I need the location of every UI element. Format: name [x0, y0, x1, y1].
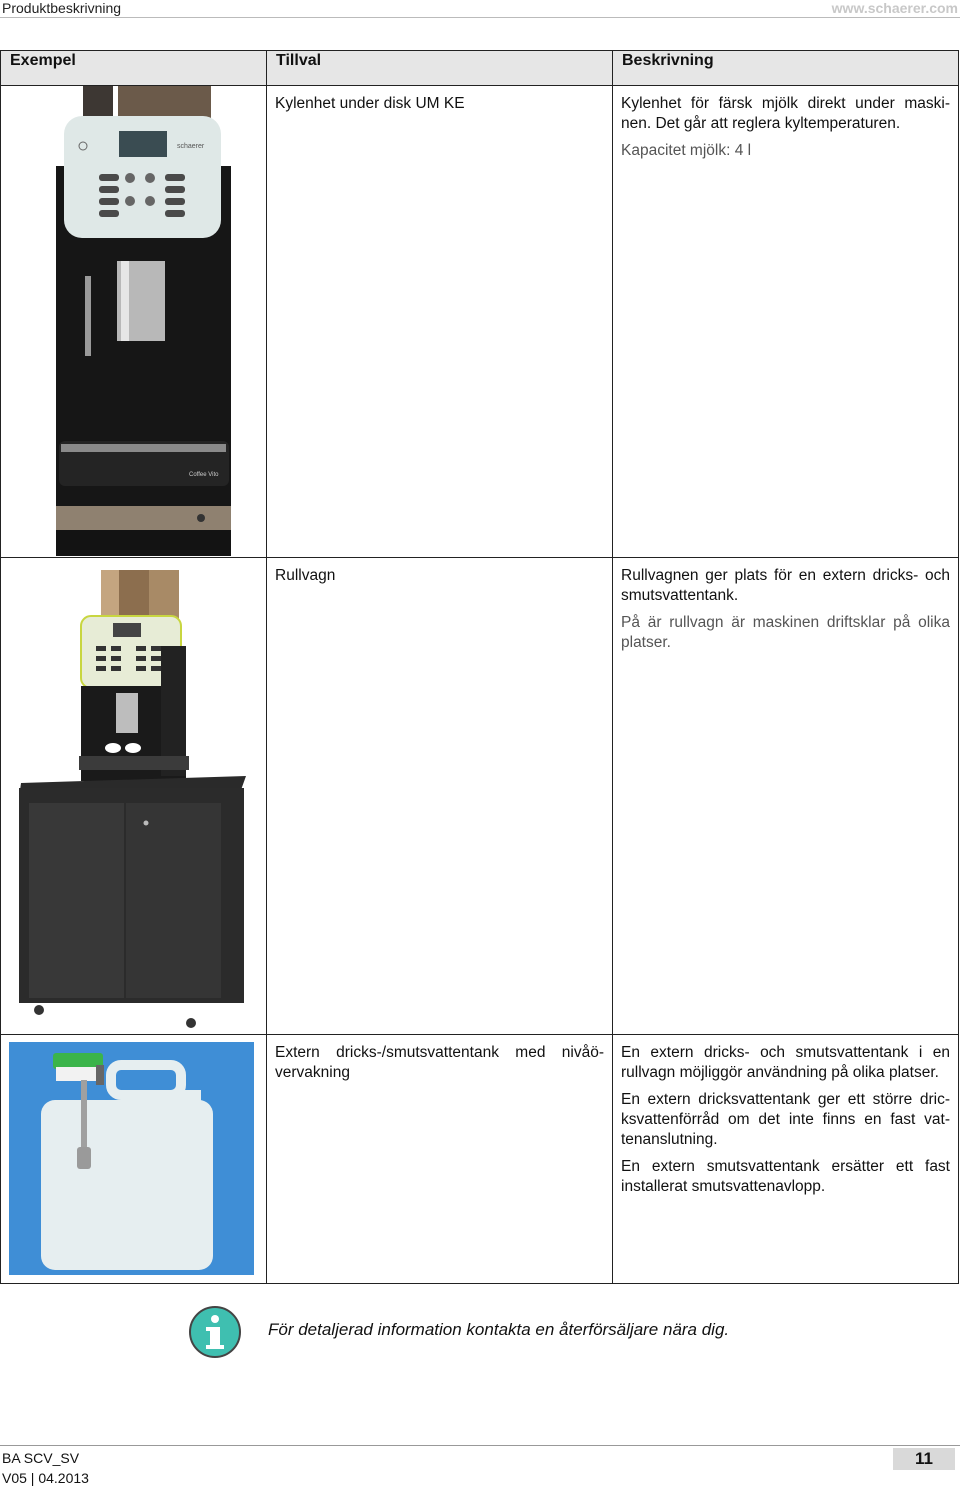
table-row: [1, 86, 959, 558]
desc-paragraph: En extern smutsvattentank ersätter ett fast installerat smutsvattenavlopp.: [621, 1158, 950, 1195]
table-row: [1, 1035, 959, 1284]
header-divider: [0, 17, 960, 18]
footer-doc-id: BA SCV_SV: [2, 1450, 80, 1466]
coffee-machine-cooler-image: [1, 86, 265, 556]
header-section: Produktbeskrivning: [2, 0, 122, 16]
col-description: Beskrivning: [613, 51, 959, 86]
desc-paragraph: Kylenhet för färsk mjölk direkt under maski- nen. Det går att reglera kyltemperaturen.: [621, 95, 950, 132]
info-icon: [188, 1305, 242, 1359]
table-header-row: [1, 51, 959, 86]
option-cell: [267, 558, 613, 1035]
description-cell: [613, 1035, 959, 1284]
cooler-image-cell: [1, 86, 267, 558]
tank-image-cell: [1, 1035, 267, 1284]
col-option: Tillval: [267, 51, 613, 86]
header-site[interactable]: www.schaerer.com: [831, 0, 958, 16]
description-cell: [613, 558, 959, 1035]
brand-label: schaerer: [177, 143, 205, 150]
table-row: [1, 558, 959, 1035]
cart-image-cell: [1, 558, 267, 1035]
footer-version: V05 | 04.2013: [2, 1470, 89, 1486]
footer-divider: [0, 1445, 960, 1446]
model-label: Coffee Vito: [189, 472, 219, 478]
desc-paragraph: Kapacitet mjölk: 4 l: [621, 142, 752, 159]
desc-paragraph: En extern dricks- och smutsvattentank i en rullvagn möjliggör användning på olika platser.: [621, 1044, 950, 1081]
options-table: [0, 50, 959, 1284]
desc-paragraph: En extern dricksvattentank ger ett större dric- ksvattenförråd om det inte finns en fast vat- tenanslutning.: [621, 1091, 950, 1148]
option-name: Kylenhet under disk UM KE: [275, 95, 465, 112]
description-cell: [613, 86, 959, 558]
trolley-cart-image: [1, 558, 265, 1033]
option-name: Extern dricks-/smutsvattentank med nivåö- vervakning: [275, 1044, 604, 1081]
option-cell: [267, 86, 613, 558]
water-tank-image: [1, 1035, 265, 1282]
page-number: 11: [893, 1448, 955, 1470]
desc-paragraph: På är rullvagn är maskinen driftsklar på olika platser.: [621, 614, 950, 651]
desc-paragraph: Rullvagnen ger plats för en extern dricks- och smutsvattentank.: [621, 567, 950, 604]
info-note: För detaljerad information kontakta en återförsäljare nära dig.: [268, 1320, 730, 1339]
option-name: Rullvagn: [275, 567, 336, 584]
col-example: Exempel: [1, 51, 267, 86]
option-cell: [267, 1035, 613, 1284]
